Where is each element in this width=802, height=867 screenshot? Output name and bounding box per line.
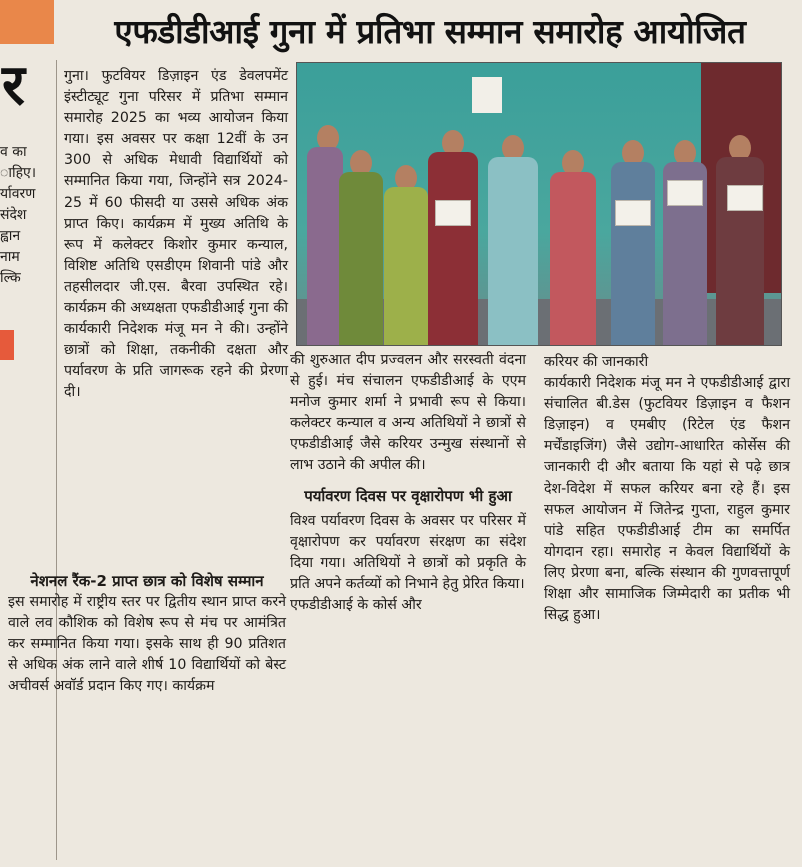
article-subheading: पर्यावरण दिवस पर वृक्षारोपण भी हुआ <box>304 486 512 505</box>
article-subheading: नेशनल रैंक-2 प्राप्त छात्र को विशेष सम्मान <box>30 572 264 590</box>
article-column-2 <box>290 350 526 616</box>
side-color-tab <box>0 0 54 44</box>
side-fragment: ह्वान <box>0 228 21 244</box>
article-paragraph: की शुरुआत दीप प्रज्वलन और सरस्वती वंदना से हुई। मंच संचालन एफडीडीआई के एएम मनोज कुमार शर्मा ने प्रभावी रूप से किया। कलेक्टर कन्याल व अन्य अतिथियों ने छात्रों से एफडीडीआई जैसे करियर उन्मुख संस्थानों से लाभ उठाने की अपील की। <box>290 352 526 474</box>
article-column-3 <box>544 352 790 626</box>
side-fragment: ल्कि <box>0 270 21 286</box>
article-paragraph: करियर की जानकारी <box>544 354 649 370</box>
photo-person <box>661 140 709 345</box>
photo-person <box>547 150 599 345</box>
side-red-marker <box>0 330 14 360</box>
column-divider <box>56 60 57 860</box>
photo-person <box>609 140 657 345</box>
side-fragment: ाहिए। <box>0 165 37 181</box>
side-fragment: व का <box>0 144 27 160</box>
photo-person <box>485 135 541 345</box>
photo-wall-sign <box>472 77 502 113</box>
article-paragraph: कार्यकारी निदेशक मंजू मन ने एफडीडीआई द्वारा संचालित बी.डेस (फुटवियर डिज़ाइन व फैशन डिज़ाइन) व एमबीए (रिटेल एंड फैशन मर्चेंडाइजिंग) जैसे उद्योग-आधारित कोर्सेस की जानकारी दी और बताया कि यहां से पढ़े छात्र देश-विदेश में सफल करियर बना रहे हैं। इस सफल आयोजन में जितेन्द्र गुप्ता, राहुल कुमार पांडे सहित एफडीडीआई टीम का समर्पित योगदान रहा। समारोह न केवल विद्यार्थियों के लिए प्रेरणा बना, बल्कि संस्थान की गुणवत्तापूर्ण शिक्षा और सामाजिक जिम्मेदारी का प्रतीक भी सिद्ध हुआ। <box>544 375 790 624</box>
side-fragment: संदेश <box>0 207 27 223</box>
photo-person <box>425 130 481 345</box>
article-column-1b <box>8 570 286 697</box>
headline: एफडीडीआई गुना में प्रतिभा सम्मान समारोह आयोजित <box>114 12 746 51</box>
article-paragraph: विश्व पर्यावरण दिवस के अवसर पर परिसर में वृक्षारोपण कर पर्यावरण संरक्षण का संदेश दिया गया। अतिथियों ने छात्रों को प्रकृति के प्रति अपने कर्तव्यों को निभाने हेतु प्रेरित किया। <box>290 512 526 592</box>
photo-person <box>337 150 385 345</box>
article-paragraph: एफडीडीआई के कोर्स और <box>290 596 422 613</box>
article-paragraph: इस समारोह में राष्ट्रीय स्तर पर द्वितीय स्थान प्राप्त करने वाले लव कौशिक को विशेष रूप से मंच पर आमंत्रित कर सम्मानित किया गया। इसके साथ ही 90 प्रतिशत से अधिक अंक लाने वाले शीर्ष 10 विद्यार्थियों को बेस्ट अचीवर्स अवॉर्ड प्रदान किए गए। कार्यक्रम <box>8 594 286 695</box>
article-column-1 <box>64 66 288 404</box>
side-fragment: नाम <box>0 249 20 265</box>
article-paragraph: गुना। फुटवियर डिज़ाइन एंड डेवलपमेंट इंस्टीट्यूट गुना परिसर में प्रतिभा सम्मान समारोह 2025 का भव्य आयोजन किया गया। इस अवसर पर कक्षा 12वीं के उन 300 से अधिक मेधावी विद्यार्थियों को सम्मानित किया गया, जिन्होंने सत्र 2024-25 में 60 फीसदी या उससे अधिक अंक प्राप्त किए। कार्यक्रम में मुख्य अतिथि के रूप में कलेक्टर किशोर कुमार कन्याल, विशिष्ट अतिथि एसडीएम शिवानी पांडे और तहसीलदार जी.एस. बैरवा उपस्थित रहे। कार्यक्रम की अध्यक्षता एफडीडीआई गुना की कार्यकारी निदेशक मंजू मन ने की। उन्होंने छात्रों को शिक्षा, तकनीकी दक्षता और पर्यावरण के प्रति जागरूक रहने की प्रेरणा दी। <box>64 68 288 401</box>
photo-person <box>381 165 431 345</box>
photo-person <box>713 135 767 345</box>
side-article-letter: र <box>2 53 25 118</box>
event-photo <box>296 62 782 346</box>
side-fragment: र्यावरण <box>0 186 36 202</box>
